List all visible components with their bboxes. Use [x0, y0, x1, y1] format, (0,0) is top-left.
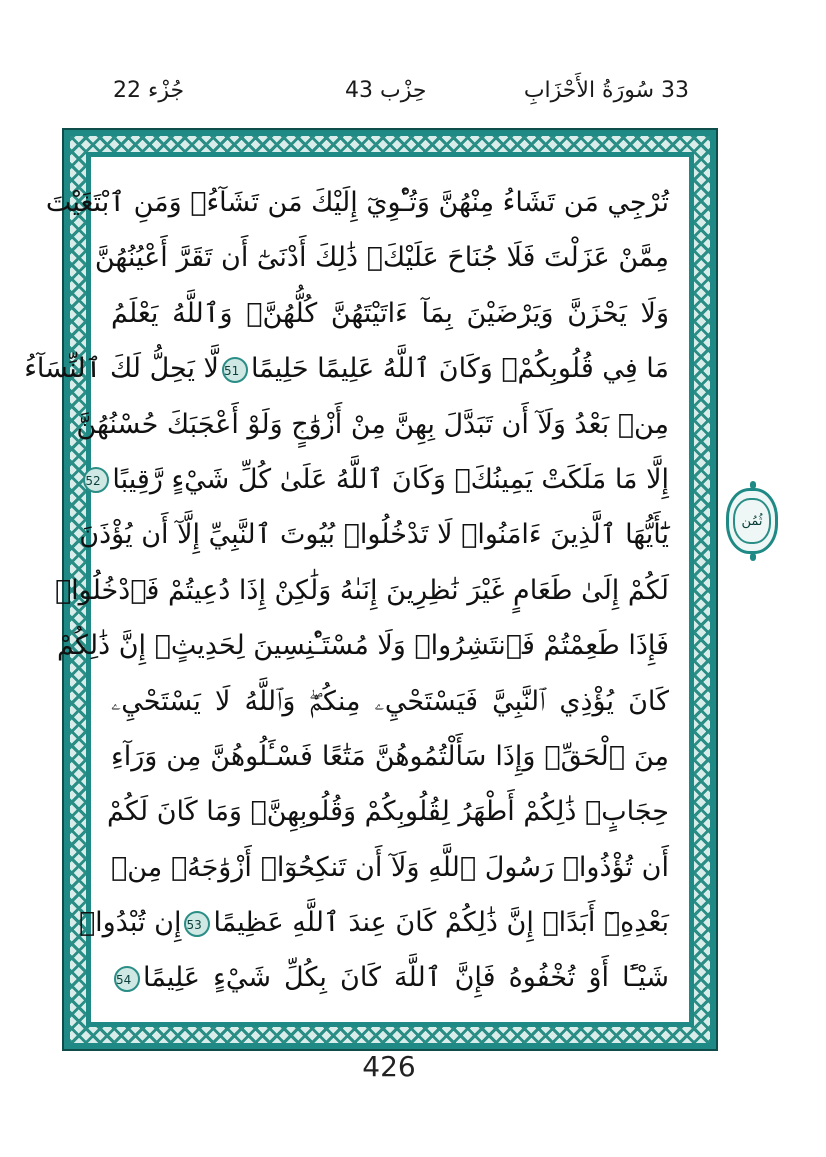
line-text: بَعْدِهِۦٓ أَبَدًاۚ إِنَّ ذَٰلِكُمْ كَانَ عِندَ ٱللَّهِ عَظِيمًا [213, 907, 669, 939]
line-text: مِنۢ بَعْدُ وَلَآ أَن تَبَدَّلَ بِهِنَّ مِنْ أَزْوَٰجٍ وَلَوْ أَعْجَبَكَ حُسْنُهُنَّ [76, 408, 669, 440]
line-text: فَإِذَا طَعِمْتُمْ فَٱنتَشِرُوا۟ وَلَا مُسْتَـْٔنِسِينَ لِحَدِيثٍۚ إِنَّ ذَٰلِكُمْ [57, 630, 669, 662]
text-line [76, 397, 669, 452]
line-text: كَانَ يُؤْذِي ٱلنَّبِيَّ فَيَسْتَحْيِۦ مِنكُمْۖ وَٱللَّهُ لَا يَسْتَحْيِۦ [111, 685, 669, 717]
text-line [111, 950, 669, 1005]
line-text: إِلَّا مَا مَلَكَتْ يَمِينُكَۗ وَكَانَ ٱللَّهُ عَلَىٰ كُلِّ شَيْءٍ رَّقِيبًا [112, 463, 669, 495]
text-line [111, 840, 669, 895]
ayah-number-marker: 52 [83, 467, 109, 493]
text-line [107, 784, 669, 839]
text-line [57, 618, 669, 673]
line-text: وَلَا يَحْزَنَّ وَيَرْضَيْنَ بِمَآ ءَاتَيْتَهُنَّ كُلُّهُنَّۚ وَٱللَّهُ يَعْلَمُ [111, 297, 669, 329]
text-line [79, 507, 669, 562]
text-line [54, 563, 669, 618]
text-area [24, 157, 689, 1022]
ayah-number-marker: 51 [222, 357, 248, 383]
line-text: لَكُمْ إِلَىٰ طَعَامٍ غَيْرَ نَٰظِرِينَ إِنَىٰهُ وَلَٰكِنْ إِذَا دُعِيتُمْ فَٱدْخُلُوا۟ [54, 574, 669, 606]
line-text: يَٰٓأَيُّهَا ٱلَّذِينَ ءَامَنُوا۟ لَا تَدْخُلُوا۟ بُيُوتَ ٱلنَّبِيِّ إِلَّآ أَن يُؤْذَنَ [79, 519, 669, 551]
line-text: شَيْـًٔا أَوْ تُخْفُوهُ فَإِنَّ ٱللَّهَ كَانَ بِكُلِّ شَيْءٍ عَلِيمًا [143, 962, 669, 994]
line-text: أَن تُؤْذُوا۟ رَسُولَ ٱللَّهِ وَلَآ أَن تَنكِحُوٓا۟ أَزْوَٰجَهُۥ مِنۢ [111, 851, 669, 883]
text-line [24, 341, 669, 396]
quran-text-lines [24, 175, 669, 1006]
juz-label: جُزْء 22 [113, 78, 185, 103]
surah-label: 33 سُورَةُ الأَحْزَابِ [523, 78, 689, 103]
line-text-continued: إِن تُبْدُوا۟ [78, 907, 182, 939]
page-header [95, 78, 695, 118]
thumn-label: ثُمُن [733, 498, 771, 544]
text-line [85, 452, 669, 507]
line-text: مِنَ ٱلْحَقِّۚ وَإِذَا سَأَلْتُمُوهُنَّ مَتَٰعًا فَسْـَٔلُوهُنَّ مِن وَرَآءِ [111, 740, 669, 772]
page-number: 426 [362, 1050, 416, 1083]
text-line [45, 175, 669, 230]
line-text: مَا فِي قُلُوبِكُمْۚ وَكَانَ ٱللَّهُ عَلِيمًا حَلِيمًا [250, 353, 669, 385]
text-line [111, 674, 669, 729]
line-text: تُرْجِي مَن تَشَاءُ مِنْهُنَّ وَتُـْٔوِيٓ إِلَيْكَ مَن تَشَآءُۖ وَمَنِ ٱبْتَغَيْتَ [45, 187, 669, 218]
thumn-marker [726, 488, 778, 554]
text-line [111, 286, 669, 341]
line-text: مِمَّنْ عَزَلْتَ فَلَا جُنَاحَ عَلَيْكَۚ ذَٰلِكَ أَدْنَىٰٓ أَن تَقَرَّ أَعْيُنُهُنَّ [94, 242, 669, 274]
text-line [78, 895, 669, 950]
ayah-number-marker: 54 [114, 966, 140, 992]
line-text: حِجَابٍۚ ذَٰلِكُمْ أَطْهَرُ لِقُلُوبِكُمْ وَقُلُوبِهِنَّۚ وَمَا كَانَ لَكُمْ [107, 796, 669, 828]
text-line [111, 729, 669, 784]
hizb-label: حِزْب 43 [345, 78, 427, 103]
ornamental-frame [24, 128, 718, 1051]
ayah-number-marker: 53 [184, 911, 210, 937]
line-text-continued: لَّا يَحِلُّ لَكَ ٱلنِّسَآءُ [24, 353, 219, 385]
text-line [94, 230, 669, 285]
